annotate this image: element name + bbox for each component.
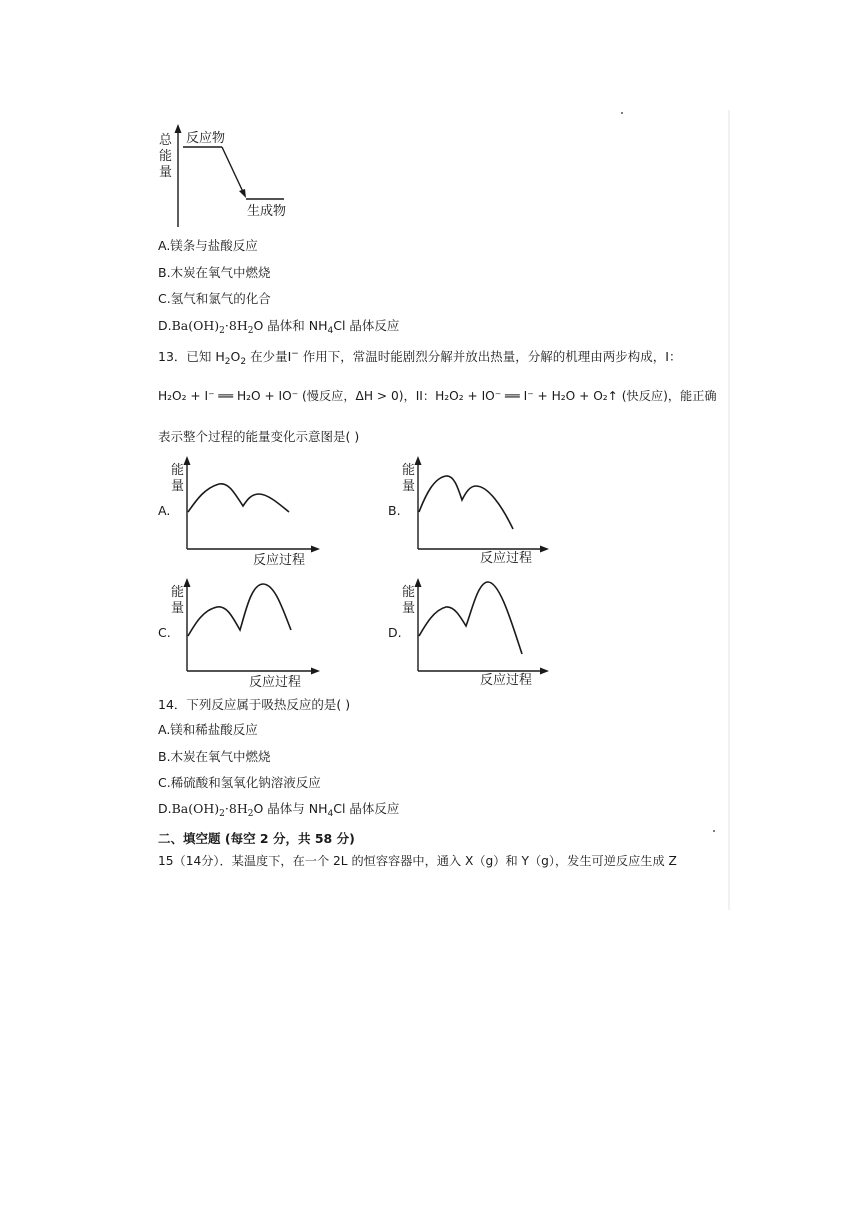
q12-energy-figure [150, 120, 310, 230]
ylabel-char: 量 [159, 165, 173, 180]
q13-text: O [230, 349, 241, 364]
q14-d-prefix: D. [158, 801, 172, 816]
q13-stem-line1 [158, 346, 681, 370]
diagram-b-label: B. [388, 503, 401, 518]
energy-diagram-d [396, 574, 561, 692]
q12-d-mid2: O 晶体和 NH [253, 318, 328, 333]
ylabel-char: 能 [402, 585, 416, 600]
superscript: − [291, 349, 299, 359]
q12-d-mid: ·8H [224, 318, 248, 333]
ylabel-char: 能 [171, 585, 185, 600]
ylabel-char: 量 [402, 601, 416, 616]
ylabel-char: 能 [171, 463, 185, 478]
x-axis-label: 反应过程 [480, 551, 533, 566]
energy-diagram-a [165, 452, 330, 570]
q13-text: 在少量I [246, 349, 292, 364]
q12-option-c: C.氢气和氯气的化合 [158, 291, 271, 306]
ylabel-char: 能 [402, 463, 416, 478]
y-axis-arrow-icon [415, 456, 422, 465]
x-axis-arrow-icon [540, 546, 549, 553]
q14-d-mid2: O 晶体与 NH [253, 801, 328, 816]
subscript: 2 [224, 357, 231, 367]
x-axis-arrow-icon [540, 668, 549, 675]
subscript: 2 [219, 326, 225, 336]
energy-diagram-b [396, 452, 561, 570]
energy-curve [419, 582, 522, 654]
q14-option-b: B.木炭在氧气中燃烧 [158, 749, 271, 764]
diagram-c-label: C. [158, 625, 171, 640]
reaction-arrow [222, 147, 244, 194]
subscript: 2 [240, 357, 247, 367]
energy-curve [188, 584, 291, 636]
diagram-a-label: A. [158, 503, 171, 518]
energy-curve [188, 484, 289, 512]
subscript: 2 [219, 809, 225, 819]
q14-d-mid: ·8H [224, 801, 248, 816]
scan-speck [713, 830, 715, 832]
q14-d-formula: Ba(OH) [171, 801, 220, 816]
q14-option-c: C.稀硫酸和氢氧化钠溶液反应 [158, 775, 321, 790]
ylabel-char: 能 [159, 149, 173, 164]
q12-d-tail: Cl 晶体反应 [333, 318, 400, 333]
ylabel-char: 总 [159, 133, 173, 148]
subscript: 2 [247, 809, 254, 819]
x-axis-label: 反应过程 [253, 553, 306, 568]
ylabel-char: 量 [402, 479, 416, 494]
q12-option-b: B.木炭在氧气中燃烧 [158, 265, 271, 280]
scan-edge [728, 110, 730, 910]
q12-d-prefix: D. [158, 318, 172, 333]
q14-d-tail: Cl 晶体反应 [333, 801, 400, 816]
x-axis-arrow-icon [311, 546, 320, 553]
arrow-head-icon [239, 189, 246, 198]
energy-diagram-c [165, 574, 330, 692]
x-axis-arrow-icon [311, 668, 320, 675]
q12-option-d [158, 318, 399, 339]
y-axis-arrow-icon [415, 578, 422, 587]
x-axis-label: 反应过程 [480, 673, 533, 688]
y-axis-arrow-icon [184, 578, 191, 587]
ylabel-char: 量 [171, 601, 185, 616]
energy-curve [419, 476, 513, 529]
y-axis-arrow-icon [184, 456, 191, 465]
q14-option-d [158, 801, 399, 822]
diagram-d-label: D. [388, 625, 402, 640]
q13-stem-line3: 表示整个过程的能量变化示意图是( ) [158, 429, 360, 444]
subscript: 4 [327, 809, 334, 819]
scan-speck [621, 112, 623, 114]
q13-stem-line2: H₂O₂ + I⁻ ══ H₂O + IO⁻ (慢反应，ΔH > 0)，II：H₂O₂ + IO⁻ ══ I⁻ + H₂O + O₂↑ (快反应)，能正确 [158, 389, 717, 403]
reactant-label: 反应物 [186, 131, 226, 146]
q15-text: 15（14分）．某温度下，在一个 2L 的恒容容器中，通入 X（g）和 Y（g），发生可逆反应生成 Z [158, 854, 677, 868]
subscript: 4 [327, 326, 334, 336]
q12-d-formula: Ba(OH) [171, 318, 220, 333]
section-heading: 二、填空题 (每空 2 分，共 58 分) [158, 831, 355, 846]
y-axis-arrow-icon [175, 124, 182, 133]
subscript: 2 [247, 326, 254, 336]
x-axis-label: 反应过程 [249, 675, 302, 690]
q13-text: 作用下，常温时能剧烈分解并放出热量，分解的机理由两步构成，I： [298, 349, 682, 364]
q14-option-a: A.镁和稀盐酸反应 [158, 722, 258, 737]
q14-stem: 14．下列反应属于吸热反应的是( ) [158, 697, 351, 712]
q13-text: 13．已知 H [158, 349, 225, 364]
q12-option-a: A.镁条与盐酸反应 [158, 238, 258, 253]
product-label: 生成物 [247, 204, 287, 219]
ylabel-char: 量 [171, 479, 185, 494]
